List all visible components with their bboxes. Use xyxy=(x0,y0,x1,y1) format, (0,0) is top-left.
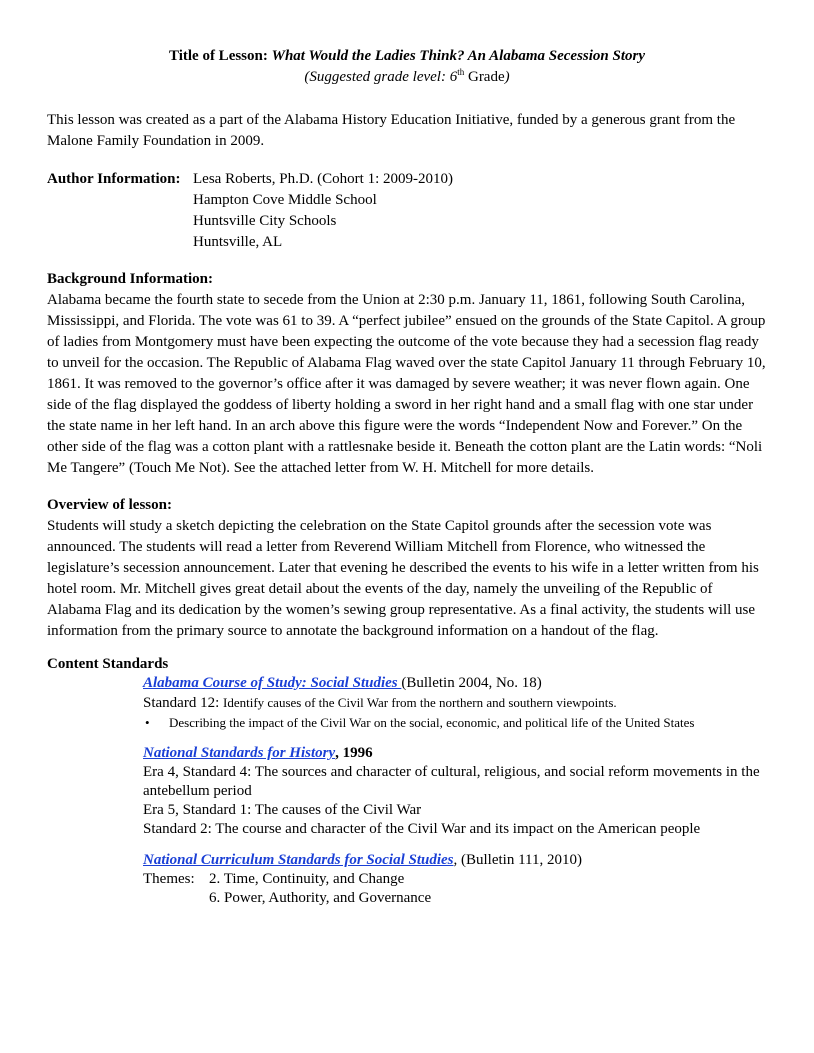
themes xyxy=(143,870,767,908)
lesson-page xyxy=(47,46,767,908)
standard-12-text: Identify causes of the Civil War from the northern and southern viewpoints. xyxy=(223,695,617,710)
alabama-standards xyxy=(143,674,767,732)
author-information xyxy=(47,169,767,253)
theme-item: 6. Power, Authority, and Governance xyxy=(209,890,432,906)
national-history-suffix: , 1996 xyxy=(335,745,373,761)
background-heading: Background Information: xyxy=(47,271,213,287)
history-standard-line: Standard 2: The course and character of the Civil War and its impact on the American people xyxy=(143,821,701,837)
author-line: Lesa Roberts, Ph.D. (Cohort 1: 2009-2010) xyxy=(193,171,453,187)
alabama-course-suffix: (Bulletin 2004, No. 18) xyxy=(401,675,542,691)
national-history-link[interactable]: National Standards for History xyxy=(143,745,336,761)
theme-item: 2. Time, Continuity, and Change xyxy=(209,871,405,887)
national-curriculum-suffix: , (Bulletin 111, 2010) xyxy=(453,852,582,868)
history-standards xyxy=(143,744,767,839)
overview-section xyxy=(47,495,767,642)
alabama-course-link[interactable]: Alabama Course of Study: Social Studies xyxy=(143,675,402,691)
author-line: Huntsville, AL xyxy=(193,234,283,250)
history-standard-line: Era 5, Standard 1: The causes of the Civil War xyxy=(143,802,422,818)
author-line: Hampton Cove Middle School xyxy=(193,192,377,208)
grade-close: ) xyxy=(504,69,510,85)
grade-level xyxy=(47,67,767,87)
overview-heading: Overview of lesson: xyxy=(47,497,172,513)
bullet-icon: • xyxy=(145,715,150,730)
intro-paragraph: This lesson was created as a part of the Alabama History Education Initiative, funded by a generous grant from the Malone Family Foundation in 2009. xyxy=(47,112,736,149)
list-item xyxy=(143,713,767,732)
grade-sup: th xyxy=(457,67,465,77)
author-lines xyxy=(193,169,767,253)
content-standards-heading: Content Standards xyxy=(47,656,169,672)
background-section xyxy=(47,269,767,479)
title-label: Title of Lesson: xyxy=(168,48,268,64)
grade-suffix: Grade xyxy=(464,69,505,85)
history-standard-line: Era 4, Standard 4: The sources and character of cultural, religious, and social reform movements in the antebellum period xyxy=(143,764,760,799)
author-line: Huntsville City Schools xyxy=(193,213,337,229)
national-curriculum-link[interactable]: National Curriculum Standards for Social Studies xyxy=(143,852,454,868)
overview-text: Students will study a sketch depicting the celebration on the State Capitol grounds after the secession vote was announced. The students will read a letter from Reverend William Mitchell from Florence, who witnessed the legislature’s secession announcement. Later that evening he described the events to his wife in a letter written from his hotel room. Mr. Mitchell gives great detail about the events of the day, namely the unveiling of the Republic of Alabama Flag and its dedication by the women’s sewing group representative. As a final activity, the students will use information from the primary source to annotate the background information on a handout of the flag. xyxy=(47,518,759,639)
title-text: What Would the Ladies Think? An Alabama Secession Story xyxy=(271,48,646,64)
background-text: Alabama became the fourth state to secede from the Union at 2:30 p.m. January 11, 1861, following South Carolina, Mississippi, and Florida. The vote was 61 to 39. A “perfect jubilee” ensued on the grounds of the State Capitol. A group of ladies from Montgomery must have been expecting the outcome of the vote because they had a secession flag ready to unveil for the occasion. The Republic of Alabama Flag waved over the state Capitol January 11 through February 10, 1861. It was removed to the governor’s office after it was damaged by severe weather; it was never flown again. One side of the flag displayed the goddess of liberty holding a sword in her right hand and a small flag with one star under the state name in her left hand. In an arch above this figure were the words “Independent Now and Forever.” On the other side of the flag was a cotton plant with a rattlesnake beside it. Beneath the cotton plant are the Latin words: “Noli Me Tangere” (Touch Me Not). See the attached letter from W. H. Mitchell for more details. xyxy=(47,292,766,476)
author-label: Author Information: xyxy=(47,171,181,187)
lesson-title xyxy=(47,46,767,66)
bullet-text: Describing the impact of the Civil War on the social, economic, and political life of the United States xyxy=(169,715,695,730)
themes-label: Themes: xyxy=(143,871,195,887)
curriculum-standards xyxy=(143,851,767,908)
grade-prefix: (Suggested grade level: 6 xyxy=(304,69,458,85)
standard-12-label: Standard 12: xyxy=(143,695,223,711)
